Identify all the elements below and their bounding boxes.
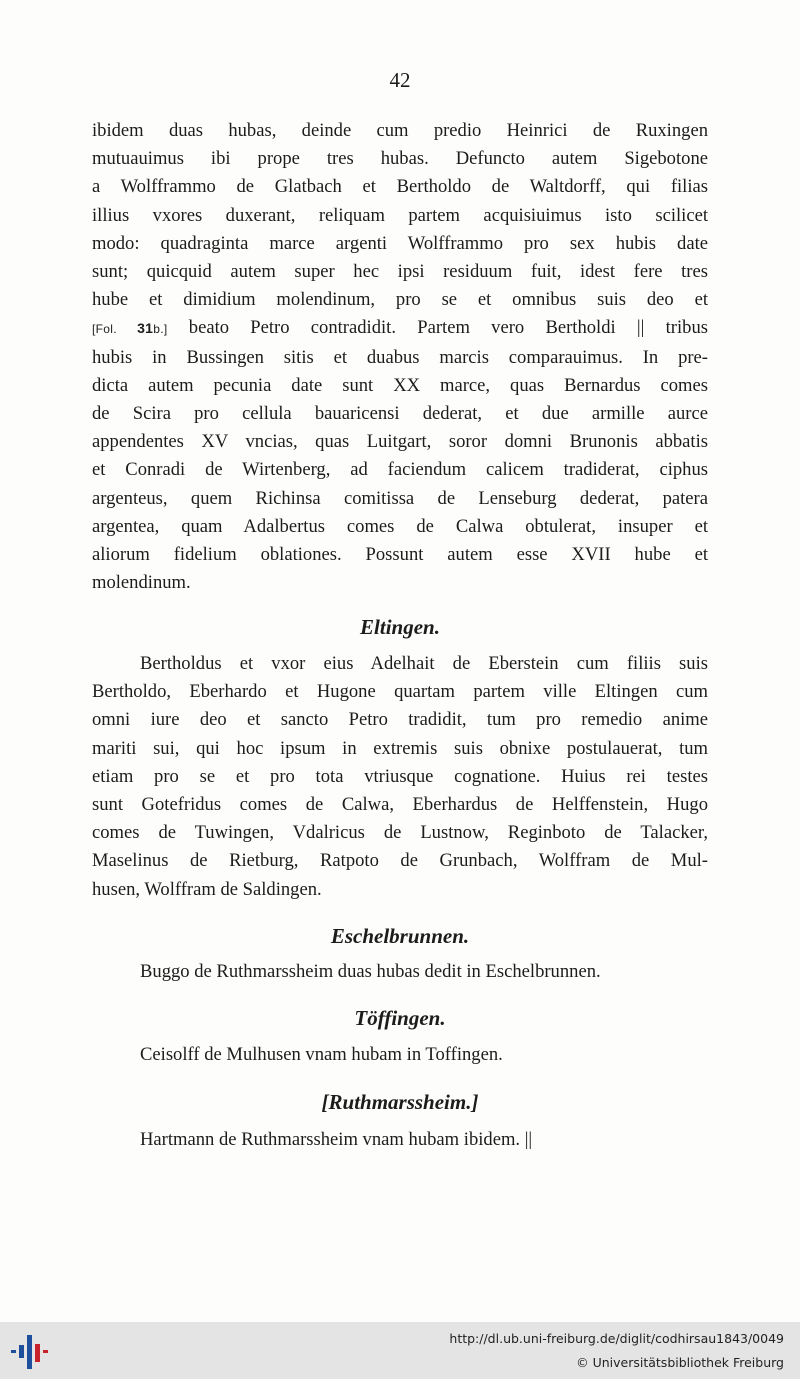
- text-line: sunt Gotefridus comes de Calwa, Eberhardus de Helffenstein, Hugo: [92, 794, 708, 816]
- text-line: etiam pro se et pro tota vtriusque cognatione. Huius rei testes: [92, 765, 708, 787]
- text-line: Bertholdo, Eberhardo et Hugone quartam partem ville Eltingen cum: [92, 681, 708, 703]
- text-line: a Wolfframmo de Glatbach et Bertholdo de Waltdorff, qui filias: [92, 176, 708, 198]
- text-line: ibidem duas hubas, deinde cum predio Heinrici de Ruxingen: [92, 120, 708, 141]
- paragraph-toffingen: [92, 1041, 708, 1069]
- text-line: illius vxores duxerant, reliquam partem acquisiuimus isto scilicet: [92, 204, 708, 226]
- text-line: mariti sui, qui hoc ipsum in extremis suis obnixe postulauerat, tum: [92, 737, 708, 759]
- text-line: hubis in Bussingen sitis et duabus marcis comparauimus. In pre-: [92, 346, 708, 368]
- text-line: comes de Tuwingen, Vdalricus de Lustnow, Reginboto de Talacker,: [92, 822, 708, 844]
- text-line: sunt; quicquid autem super hec ipsi residuum fuit, idest fere tres: [92, 261, 708, 283]
- page-number: 42: [389, 68, 411, 92]
- paragraph-1: [92, 117, 708, 597]
- text-line: Maselinus de Rietburg, Ratpoto de Grunbach, Wolffram de Mul-: [92, 850, 708, 872]
- section-heading-eltingen: Eltingen.: [360, 615, 440, 639]
- text-line: dicta autem pecunia date sunt XX marce, quas Bernardus comes: [92, 374, 708, 396]
- library-logo-icon: [10, 1331, 50, 1371]
- folio-prefix: [Fol.: [92, 322, 138, 337]
- footer-bar: [0, 1322, 800, 1379]
- folio-suffix: b.]: [153, 322, 168, 337]
- section-heading-ruthmarssheim: [Ruthmarssheim.]: [321, 1090, 479, 1114]
- text-line: et Conradi de Wirtenberg, ad faciendum calicem tradiderat, ciphus: [92, 459, 708, 481]
- text-line: argentea, quam Adalbertus comes de Calwa obtulerat, insuper et: [92, 515, 708, 537]
- text-line: appendentes XV vncias, quas Luitgart, soror domni Brunonis abbatis: [92, 431, 708, 453]
- document-url-link[interactable]: http://dl.ub.uni-freiburg.de/diglit/codhirsau1843/0049: [449, 1331, 784, 1346]
- text-line: argenteus, quem Richinsa comitissa de Lenseburg dederat, patera: [92, 487, 708, 509]
- section-heading-eschelbrunnen: Eschelbrunnen.: [330, 924, 470, 948]
- text-line: omni iure deo et sancto Petro tradidit, tum pro remedio anime: [92, 709, 708, 731]
- folio-marker: [92, 322, 168, 336]
- paragraph-ruthmarssheim: [92, 1126, 708, 1154]
- copyright-text: © Universitätsbibliothek Freiburg: [576, 1355, 784, 1370]
- folio-line-text: beato Petro contradidit. Partem vero Bertholdi || tribus: [167, 317, 708, 339]
- paragraph-eltingen: [92, 650, 708, 904]
- text-line: husen, Wolffram de Saldingen.: [92, 878, 322, 900]
- text-line: Hartmann de Ruthmarssheim vnam hubam ibidem. ||: [140, 1129, 533, 1150]
- text-line: modo: quadraginta marce argenti Wolfframmo pro sex hubis date: [92, 232, 708, 254]
- text-line: molendinum.: [92, 572, 191, 594]
- folio-number: 31: [137, 320, 154, 337]
- paragraph-eschelbrunnen: [92, 958, 708, 986]
- text-line: Buggo de Ruthmarssheim duas hubas dedit in Eschelbrunnen.: [140, 961, 601, 982]
- text-line: aliorum fidelium oblationes. Possunt autem esse XVII hube et: [92, 544, 708, 566]
- text-line: mutuauimus ibi prope tres hubas. Defuncto autem Sigebotone: [92, 148, 708, 170]
- text-line: hube et dimidium molendinum, pro se et omnibus suis deo et: [92, 289, 708, 311]
- text-line: Ceisolff de Mulhusen vnam hubam in Toffingen.: [140, 1044, 503, 1065]
- section-heading-toffingen: Töffingen.: [354, 1006, 446, 1030]
- text-line: Bertholdus et vxor eius Adelhait de Eberstein cum filiis suis: [140, 653, 708, 674]
- text-line-folio: [92, 314, 708, 343]
- text-line: de Scira pro cellula bauaricensi dederat, et due armille aurce: [92, 403, 708, 425]
